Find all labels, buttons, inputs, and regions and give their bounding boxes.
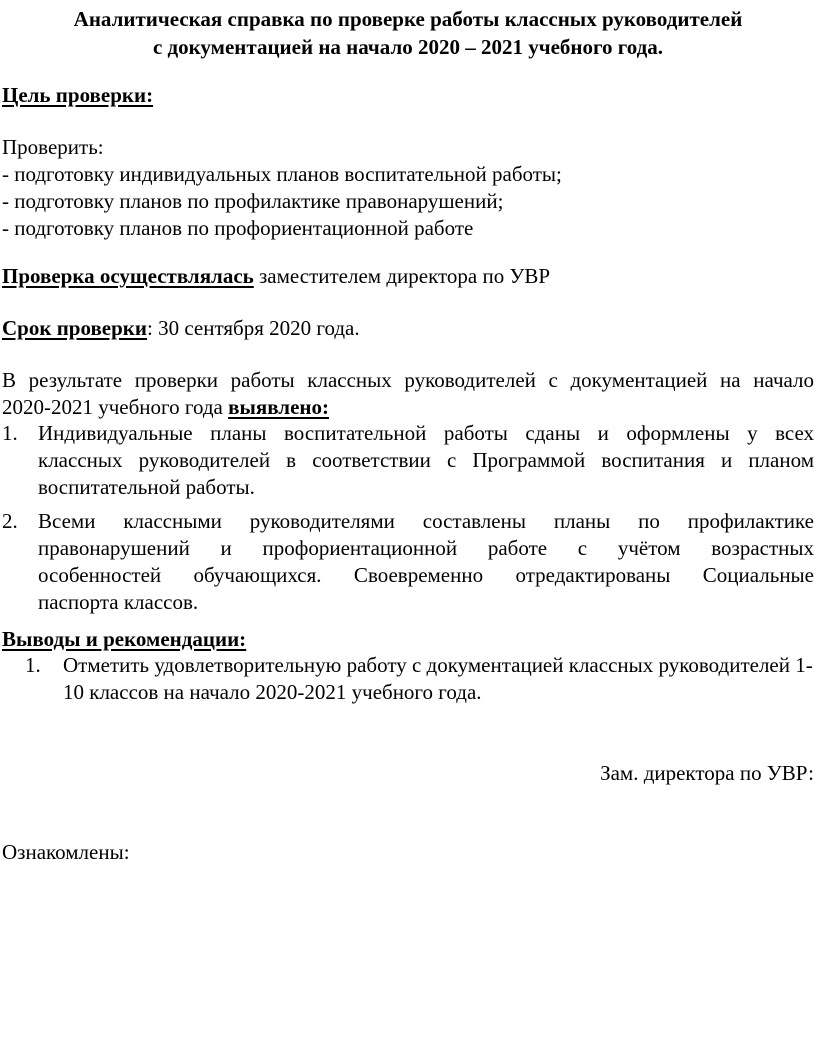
acknowledged-line (2, 839, 814, 866)
list-item (2, 420, 814, 501)
list-item-text: особенностей обучающихся. Своевременно отредактированы Социальные (38, 563, 814, 587)
inspector-line (2, 263, 814, 290)
conclusions-heading: Выводы и рекомендации: (2, 627, 247, 651)
inspector-label: Проверка осуществлялась (2, 264, 254, 288)
list-item-text: правонарушений и профориентационной работе с учётом возрастных (38, 536, 814, 560)
list-item (2, 652, 814, 706)
goal-section (2, 82, 814, 109)
goal-item: - подготовку индивидуальных планов воспитательной работы; (2, 162, 562, 186)
list-item (2, 508, 814, 616)
list-item-number: 2. (2, 509, 18, 533)
goal-item: - подготовку планов по профилактике правонарушений; (2, 189, 504, 213)
deadline-line (2, 315, 814, 342)
document-title (0, 5, 816, 61)
list-item-text: руководителей 1-10 классов на начало 2020-2021 учебного года. (63, 653, 813, 704)
list-item-text: Всеми классными руководителями составлены планы по профилактике (38, 509, 814, 533)
goal-list (2, 134, 814, 242)
acknowledged-label: Ознакомлены: (2, 840, 130, 864)
deadline-value: : 30 сентября 2020 года. (147, 316, 360, 340)
list-item-text: Индивидуальные планы воспитательной работы сданы и оформлены у всех (38, 421, 814, 445)
conclusions-section (2, 626, 814, 653)
result-line-1: В результате проверки работы классных руководителей с документацией на начало (2, 368, 814, 392)
list-item-text: паспорта классов. (38, 590, 199, 614)
signature-line: Зам. директора по УВР: (600, 761, 814, 785)
conclusions-list (2, 652, 814, 706)
title-line-1: Аналитическая справка по проверке работы классных руководителей (73, 7, 743, 31)
list-item-text: Отметить удовлетворительную работу с документацией классных (63, 653, 654, 677)
list-item-text: воспитательной работы. (38, 475, 255, 499)
deadline-label: Срок проверки (2, 316, 147, 340)
list-item-number: 1. (2, 421, 18, 445)
inspector-value: заместителем директора по УВР (253, 264, 551, 288)
goal-item: - подготовку планов по профориентационной работе (2, 216, 474, 240)
title-line-2: с документацией на начало 2020 – 2021 учебного года. (152, 35, 664, 59)
result-line-2: 2020-2021 учебного года (2, 395, 229, 419)
result-found-label: выявлено: (228, 395, 329, 419)
goal-heading: Цель проверки: (2, 83, 154, 107)
list-item-number: 1. (25, 653, 41, 677)
result-list (2, 420, 814, 616)
result-intro (2, 367, 814, 421)
list-item-text: классных руководителей в соответствии с Программой воспитания и планом (38, 448, 814, 472)
goal-intro: Проверить: (2, 135, 104, 159)
